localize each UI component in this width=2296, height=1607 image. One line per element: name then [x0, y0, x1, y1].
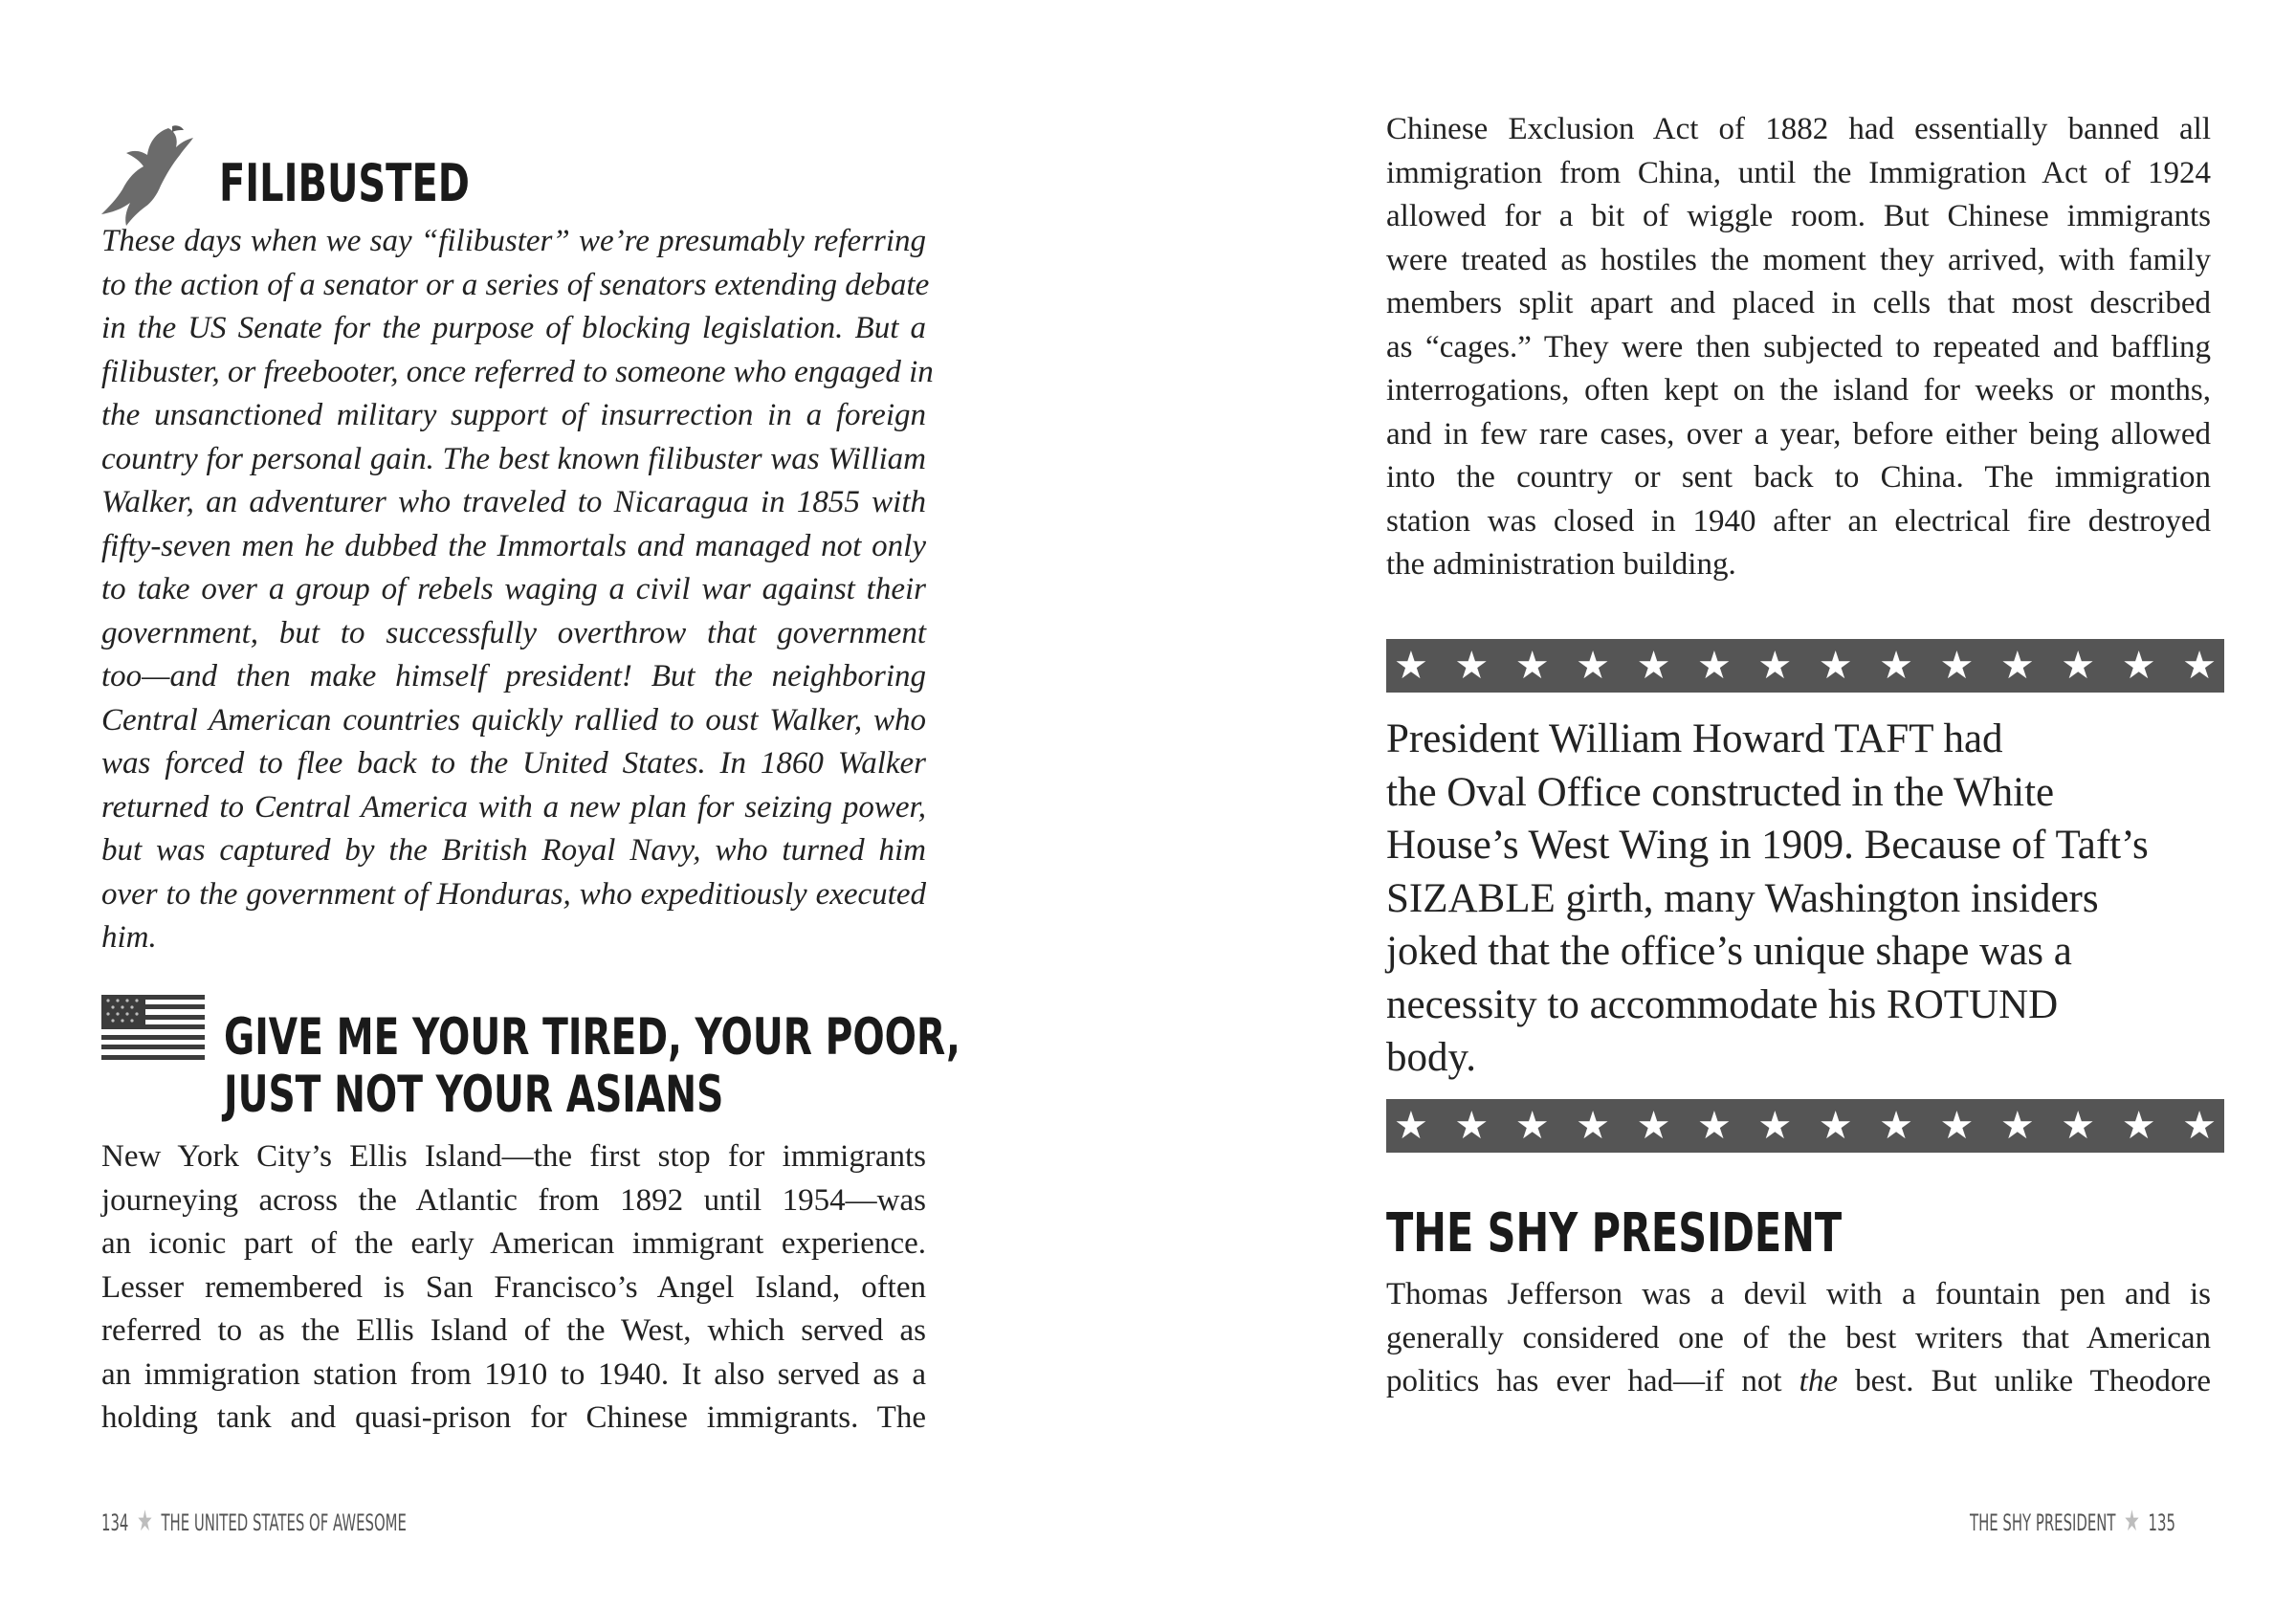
text-line: necessity to accommodate his ROTUND	[1386, 981, 2059, 1027]
book-title: THE UNITED STATES OF AWESOME	[161, 1509, 407, 1536]
text-line: to take over a group of rebels waging a civil war against their	[101, 572, 926, 606]
star-icon: ★	[1576, 644, 1611, 688]
text-line: country for personal gain. The best known filibuster was William	[101, 441, 926, 476]
immigrants-heading-line2: JUST NOT YOUR ASIANS	[224, 1066, 724, 1124]
text-line: body.	[1386, 1035, 1476, 1080]
text-line: members split apart and placed in cells that most described	[1386, 286, 2211, 320]
star-icon: ★	[2121, 644, 2156, 688]
star-icon: ★	[1879, 1104, 1913, 1148]
star-icon: ★	[1636, 1104, 1671, 1148]
text-line: Walker, an adventurer who traveled to Nicaragua in 1855 with	[101, 485, 926, 519]
text-line: New York City’s Ellis Island—the first stop for immigrants	[101, 1139, 926, 1174]
text-line: fifty-seven men he dubbed the Immortals and managed not only	[101, 528, 926, 563]
text-line: in the US Senate for the purpose of blocking legislation. But a	[101, 311, 926, 345]
page-number: 134	[101, 1509, 129, 1536]
text-line: allowed for a bit of wiggle room. But Chinese immigrants	[1386, 199, 2211, 233]
text-line: House’s West Wing in 1909. Because of Taft’s	[1386, 823, 2149, 868]
star-icon: ★	[1939, 1104, 1975, 1148]
text-line: but was captured by the British Royal Navy, who turned him	[101, 833, 926, 868]
emphasis: the	[1799, 1364, 1838, 1398]
star-icon: ★	[1999, 644, 2035, 688]
text-line: SIZABLE girth, many Washington insiders	[1386, 875, 2099, 921]
text-line: immigration from China, until the Immigration Act of 1924	[1386, 155, 2211, 190]
text-line: filibuster, or freebooter, once referred to someone who engaged in	[101, 354, 934, 389]
star-icon: ★	[1879, 644, 1913, 688]
text-line: to the action of a senator or a series of senators extending debate	[101, 267, 930, 302]
immigrants-heading-line1: GIVE ME YOUR TIRED, YOUR POOR,	[224, 1008, 960, 1067]
text-line: and in few rare cases, over a year, before either being allowed	[1386, 416, 2211, 451]
text-line: station was closed in 1940 after an electrical fire destroyed	[1386, 503, 2211, 539]
text-line	[1386, 1360, 2211, 1404]
text-line: Thomas Jefferson was a devil with a fountain pen and is	[1386, 1277, 2211, 1311]
text-line: as “cages.” They were then subjected to repeated and baffling	[1386, 329, 2211, 364]
star-icon: ★	[1818, 1104, 1853, 1148]
text-line: These days when we say “filibuster” we’re presumably referring	[101, 224, 926, 258]
star-icon: ★	[1394, 1104, 1428, 1148]
star-icon: ★	[1636, 644, 1671, 688]
text-line: over to the government of Honduras, who expeditiously executed	[101, 876, 926, 912]
text-segment: best. But unlike Theodore	[1837, 1364, 2211, 1398]
star-icon: ★	[1576, 1104, 1611, 1148]
star-band-top	[1386, 639, 2224, 693]
text-line: holding tank and quasi-prison for Chinese immigrants. The	[101, 1400, 926, 1435]
text-line: an immigration station from 1910 to 1940. It also served as a	[101, 1356, 926, 1392]
star-icon: ★	[1514, 1104, 1550, 1148]
text-line: journeying across the Atlantic from 1892 until 1954—was	[101, 1182, 926, 1218]
star-icon: ★	[1696, 644, 1732, 688]
text-line: him.	[101, 920, 157, 955]
shy-president-heading: THE SHY PRESIDENT	[1386, 1202, 1843, 1265]
text-line: generally considered one of the best writers that American	[1386, 1320, 2211, 1355]
text-line: President William Howard TAFT had	[1386, 716, 2003, 761]
star-icon: ★	[2124, 1505, 2140, 1538]
text-line: were treated as hostiles the moment they arrived, with family	[1386, 242, 2211, 277]
immigrants-body	[101, 1135, 926, 1441]
text-segment: politics has ever had—if not	[1386, 1364, 1799, 1398]
filibusted-body	[101, 220, 934, 960]
star-icon: ★	[1514, 644, 1550, 688]
star-icon: ★	[1939, 644, 1975, 688]
text-line: the Oval Office constructed in the White	[1386, 769, 2055, 815]
running-head: THE SHY PRESIDENT	[1970, 1509, 2116, 1536]
star-icon: ★	[137, 1505, 153, 1538]
text-line: the administration building.	[1386, 547, 1736, 582]
right-footer	[1970, 1505, 2175, 1538]
eagle-icon	[99, 122, 195, 228]
star-icon: ★	[2121, 1104, 2156, 1148]
text-line: was forced to flee back to the United States. In 1860 Walker	[101, 746, 926, 781]
filibusted-heading: FILIBUSTED	[219, 153, 470, 213]
taft-blurb	[1386, 713, 2228, 1085]
text-line: the unsanctioned military support of insurrection in a foreign	[101, 398, 926, 432]
star-icon: ★	[1454, 644, 1490, 688]
text-line: referred to as the Ellis Island of the West, which served as	[101, 1313, 926, 1348]
star-icon: ★	[1757, 644, 1793, 688]
text-line: Central American countries quickly rallied to oust Walker, who	[101, 702, 926, 737]
star-icon: ★	[1696, 1104, 1732, 1148]
text-line: an iconic part of the early American immigrant experience.	[101, 1226, 926, 1261]
left-footer	[101, 1505, 407, 1538]
text-line: interrogations, often kept on the island for weeks or months,	[1386, 373, 2211, 407]
text-line: Lesser remembered is San Francisco’s Angel Island, often	[101, 1269, 926, 1305]
continued-body	[1386, 108, 2211, 587]
star-icon: ★	[1454, 1104, 1490, 1148]
star-icon: ★	[1999, 1104, 2035, 1148]
text-line: Chinese Exclusion Act of 1882 had essentially banned all	[1386, 112, 2211, 146]
star-icon: ★	[1757, 1104, 1793, 1148]
star-icon: ★	[2061, 644, 2096, 688]
text-line: into the country or sent back to China. The immigration	[1386, 460, 2211, 495]
star-icon: ★	[1818, 644, 1853, 688]
right-page	[1148, 0, 2296, 1607]
star-icon: ★	[2182, 644, 2217, 688]
text-line: joked that the office’s unique shape was a	[1386, 929, 2072, 974]
star-band-bottom	[1386, 1099, 2224, 1153]
text-line: government, but to successfully overthrow that government	[101, 615, 926, 650]
star-icon: ★	[2182, 1104, 2217, 1148]
text-line: returned to Central America with a new plan for seizing power,	[101, 789, 926, 825]
shy-president-body	[1386, 1273, 2211, 1404]
star-icon: ★	[2061, 1104, 2096, 1148]
star-icon: ★	[1394, 644, 1428, 688]
text-line: too—and then make himself president! But the neighboring	[101, 659, 926, 693]
us-flag-icon	[101, 995, 205, 1060]
page-number: 135	[2148, 1509, 2175, 1536]
